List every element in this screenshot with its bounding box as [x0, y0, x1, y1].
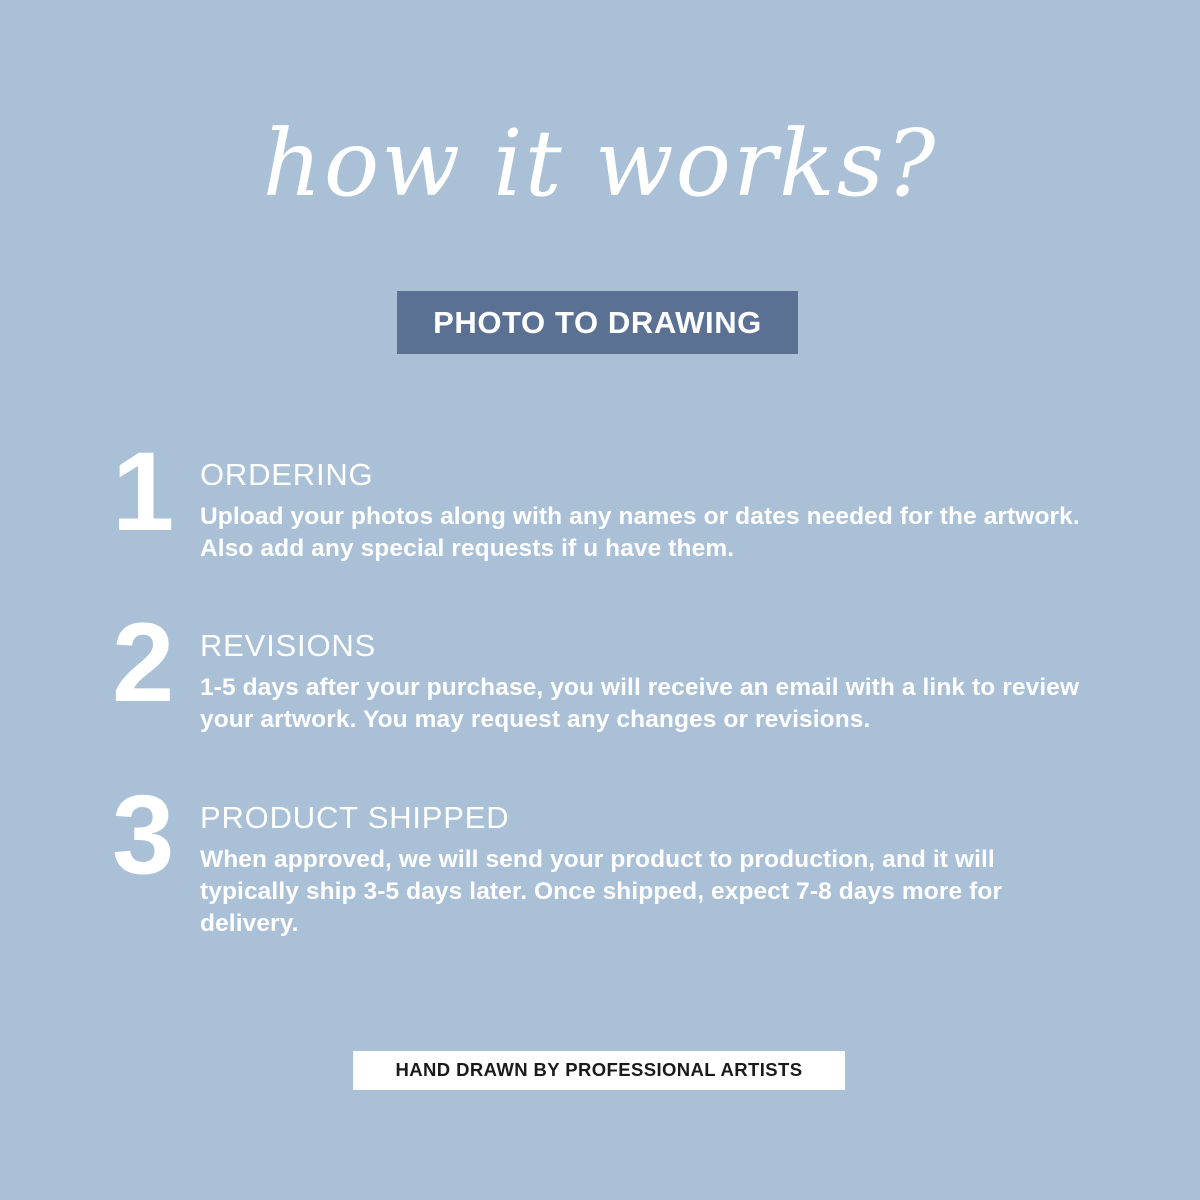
step-number: 3: [112, 771, 173, 897]
step-item: [0, 771, 1200, 940]
category-badge: [397, 291, 798, 354]
step-body: [200, 783, 1080, 940]
category-badge-label: PHOTO TO DRAWING: [433, 305, 762, 340]
step-item: [0, 429, 1200, 565]
step-body: [200, 440, 1080, 565]
step-description: When approved, we will send your product to production, and it will typically ship 3-5 days later. Once shipped, expect 7-8 days more for delivery.: [200, 845, 1003, 937]
steps-list: [0, 429, 1200, 976]
step-title: REVISIONS: [200, 628, 377, 664]
step-title: ORDERING: [200, 457, 374, 492]
step-body: [200, 611, 1080, 736]
step-description: 1-5 days after your purchase, you will receive an email with a link to review your artwork. You may request any changes or revisions.: [200, 674, 1080, 734]
step-number: 2: [112, 600, 173, 726]
page-title: how it works?: [262, 110, 938, 217]
footer-banner: [353, 1051, 845, 1090]
step-item: [0, 600, 1200, 736]
step-number: 1: [112, 429, 173, 554]
footer-banner-label: HAND DRAWN BY PROFESSIONAL ARTISTS: [395, 1059, 803, 1081]
step-title: PRODUCT SHIPPED: [200, 799, 510, 835]
step-description: Upload your photos along with any names or dates needed for the artwork. Also add any special requests if u have them.: [200, 503, 1080, 563]
